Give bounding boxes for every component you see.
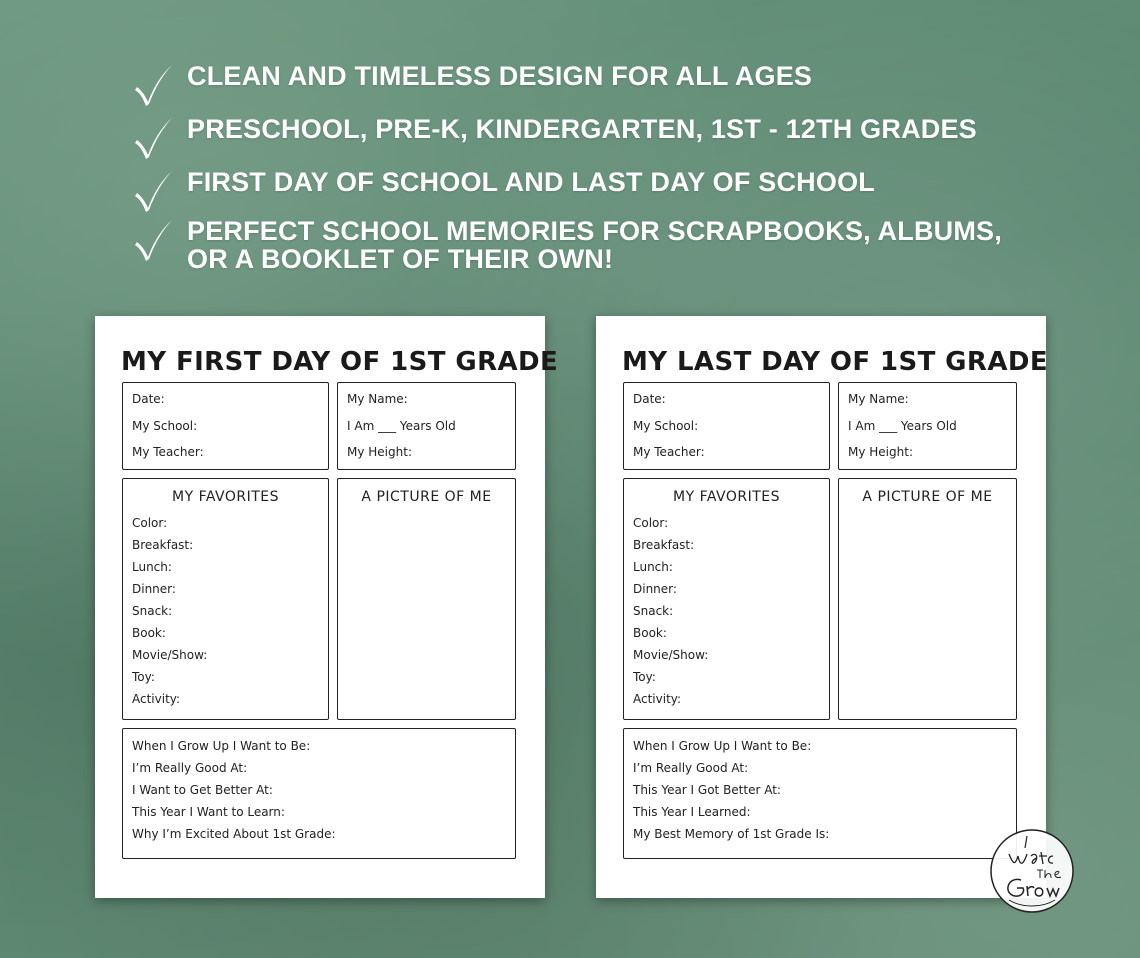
field-prompt: Why I’m Excited About 1st Grade:: [132, 827, 336, 841]
feature-text: FIRST DAY OF SCHOOL AND LAST DAY OF SCHOOL: [187, 167, 875, 197]
field-prompt: This Year I Got Better At:: [633, 783, 781, 797]
field-favorite: Color:: [633, 516, 669, 530]
feature-item: [132, 217, 1032, 273]
field-prompt: This Year I Learned:: [633, 805, 751, 819]
field-teacher: My Teacher:: [633, 445, 705, 459]
info-box-right: [337, 382, 516, 470]
field-favorite: Breakfast:: [633, 538, 695, 552]
field-name: My Name:: [848, 392, 909, 406]
field-name: My Name:: [347, 392, 408, 406]
page-title: MY FIRST DAY OF 1ST GRADE: [121, 347, 559, 377]
field-school: My School:: [633, 419, 699, 433]
field-date: Date:: [633, 392, 666, 406]
field-favorite: Snack:: [132, 604, 173, 618]
field-age: I Am ___ Years Old: [347, 419, 456, 433]
check-icon: [132, 168, 176, 214]
field-favorite: Snack:: [633, 604, 674, 618]
field-prompt: When I Grow Up I Want to Be:: [633, 739, 812, 753]
feature-item: [132, 62, 1032, 90]
info-box-right: [838, 382, 1017, 470]
field-prompt: My Best Memory of 1st Grade Is:: [633, 827, 830, 841]
field-favorite: Lunch:: [633, 560, 673, 574]
field-favorite: Color:: [132, 516, 168, 530]
field-date: Date:: [132, 392, 165, 406]
field-prompt: I’m Really Good At:: [633, 761, 749, 775]
field-height: My Height:: [848, 445, 913, 459]
field-prompt: When I Grow Up I Want to Be:: [132, 739, 311, 753]
field-favorite: Activity:: [132, 692, 181, 706]
field-favorite: Dinner:: [132, 582, 176, 596]
field-favorite: Activity:: [633, 692, 682, 706]
check-icon: [132, 115, 176, 161]
field-age: I Am ___ Years Old: [848, 419, 957, 433]
check-icon: [132, 62, 176, 108]
bottom-box: [122, 728, 516, 859]
watermark-logo: [987, 826, 1077, 916]
feature-item: [132, 115, 1032, 143]
field-favorite: Lunch:: [132, 560, 172, 574]
field-favorite: Toy:: [633, 670, 656, 684]
field-favorite: Dinner:: [633, 582, 677, 596]
feature-text: CLEAN AND TIMELESS DESIGN FOR ALL AGES: [187, 61, 813, 91]
picture-title: A PICTURE OF ME: [862, 489, 993, 505]
info-box-left: [122, 382, 329, 470]
picture-title: A PICTURE OF ME: [361, 489, 492, 505]
worksheet-last-day: [596, 316, 1046, 898]
field-prompt: This Year I Want to Learn:: [132, 805, 285, 819]
field-height: My Height:: [347, 445, 412, 459]
favorites-title: MY FAVORITES: [171, 489, 280, 505]
field-favorite: Book:: [132, 626, 166, 640]
feature-text: PERFECT SCHOOL MEMORIES FOR SCRAPBOOKS, ALBUMS, OR A BOOKLET OF THEIR OWN!: [187, 216, 1002, 274]
feature-list: [132, 62, 1032, 298]
field-favorite: Book:: [633, 626, 667, 640]
field-school: My School:: [132, 419, 198, 433]
favorites-box: [623, 478, 830, 720]
favorites-box: [122, 478, 329, 720]
info-box-left: [623, 382, 830, 470]
field-favorite: Toy:: [132, 670, 155, 684]
picture-box: [838, 478, 1017, 720]
bottom-box: [623, 728, 1017, 859]
field-prompt: I Want to Get Better At:: [132, 783, 273, 797]
check-icon: [132, 217, 176, 263]
page-title: MY LAST DAY OF 1ST GRADE: [622, 347, 1048, 377]
worksheet-first-day: [95, 316, 559, 898]
picture-box: [337, 478, 516, 720]
field-favorite: Breakfast:: [132, 538, 194, 552]
field-favorite: Movie/Show:: [633, 648, 709, 662]
field-teacher: My Teacher:: [132, 445, 204, 459]
field-prompt: I’m Really Good At:: [132, 761, 248, 775]
feature-text: PRESCHOOL, PRE-K, KINDERGARTEN, 1ST - 12TH GRADES: [187, 114, 977, 144]
feature-item: [132, 168, 1032, 196]
field-favorite: Movie/Show:: [132, 648, 208, 662]
favorites-title: MY FAVORITES: [672, 489, 781, 505]
